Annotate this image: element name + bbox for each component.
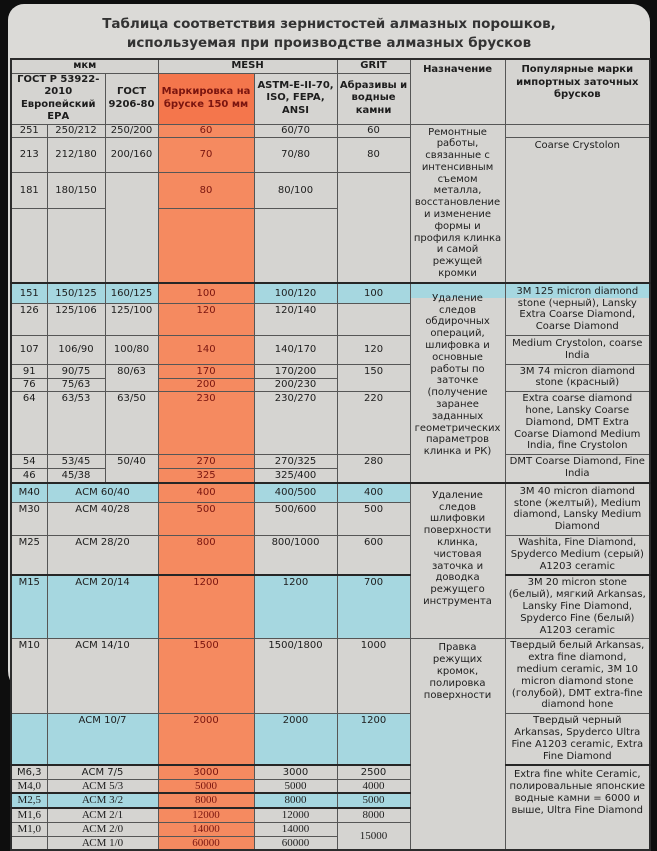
brands-cell: 3М 40 micron diamond stone (желтый), Medium diamond, Lansky Medium Diamond (505, 483, 650, 536)
brands-cell: Coarse Crystolon (505, 137, 650, 283)
um-gost-r-cell (11, 836, 47, 850)
um-gost-r-cell: 46 (11, 469, 47, 483)
mesh-marking-cell: 230 (158, 392, 254, 455)
mesh-marking-cell: 60 (158, 124, 254, 137)
um-gost-r-cell: 91 (11, 364, 47, 379)
mesh-marking-cell: 325 (158, 469, 254, 483)
astm-header: ASTM-E-II-70, ISO, FEPA, ANSI (254, 73, 337, 124)
astm-cell: 140/170 (254, 336, 337, 365)
table-row-highlighted (11, 575, 650, 638)
grit-cell: 280 (337, 455, 410, 483)
um-gost-r-cell: 76 (11, 379, 47, 392)
marking-header: Маркировка на бруске 150 мм (158, 73, 254, 124)
um-epa-cell: 63/53 (47, 392, 105, 455)
table-row-highlighted (11, 283, 650, 304)
um-header: мкм (11, 59, 158, 73)
mesh-marking-cell: 60000 (158, 836, 254, 850)
grit-cell: 700 (337, 575, 410, 638)
grit-correspondence-table (10, 58, 651, 851)
asm-cell: АСМ 20/14 (47, 575, 158, 638)
um-epa-cell: 125/106 (47, 304, 105, 336)
astm-cell: 230/270 (254, 392, 337, 455)
asm-cell: АСМ 5/3 (47, 779, 158, 793)
mesh-marking-cell: 800 (158, 536, 254, 576)
astm-cell: 60/70 (254, 124, 337, 137)
um-gost-r-cell: М15 (11, 575, 47, 638)
mesh-marking-cell: 140 (158, 336, 254, 365)
um-gost-r-cell: М2,5 (11, 793, 47, 808)
astm-cell: 120/140 (254, 304, 337, 336)
table-row (11, 364, 650, 379)
mesh-marking-cell: 8000 (158, 793, 254, 808)
um-gost-r-cell (11, 714, 47, 766)
um-gost-cell: 63/50 (105, 392, 158, 455)
um-gost-r-cell: М6,3 (11, 765, 47, 779)
grit-cell: 1000 (337, 639, 410, 714)
mesh-marking-cell: 70 (158, 137, 254, 173)
mesh-marking-cell: 100 (158, 283, 254, 304)
asm-cell: АСМ 14/10 (47, 639, 158, 714)
asm-cell: АСМ 1/0 (47, 836, 158, 850)
table-row (11, 124, 650, 137)
um-gost-cell: 100/80 (105, 336, 158, 365)
astm-cell: 2000 (254, 714, 337, 766)
um-epa-cell: 180/150 (47, 173, 105, 209)
table-row (11, 336, 650, 365)
brands-cell: 3М 125 micron diamond stone (черный), Lansky Extra Coarse Diamond, Coarse Diamond (505, 283, 650, 336)
table-row (11, 639, 650, 714)
um-gost-r-cell: 107 (11, 336, 47, 365)
table-row (11, 455, 650, 469)
grit-header: GRIT (337, 59, 410, 73)
brands-cell: Extra fine white Ceramic, полировальные японские водные камни = 6000 и выше, Ultra Fine Diamond (505, 765, 650, 850)
um-epa-cell (47, 209, 105, 283)
grit-cell: 600 (337, 536, 410, 576)
gost-r-header: ГОСТ Р 53922-2010 Европейский ЕРА (11, 73, 105, 124)
brands-cell: Washita, Fine Diamond, Spyderco Medium (серый) А1203 ceramic (505, 536, 650, 576)
brands-cell (505, 124, 650, 137)
mesh-marking-cell: 2000 (158, 714, 254, 766)
astm-cell: 5000 (254, 779, 337, 793)
mesh-marking-cell: 1200 (158, 575, 254, 638)
astm-cell: 100/120 (254, 283, 337, 304)
um-gost-cell: 200/160 (105, 137, 158, 173)
brands-cell: DMT Coarse Diamond, Fine India (505, 455, 650, 483)
astm-cell: 60000 (254, 836, 337, 850)
um-epa-cell: 250/212 (47, 124, 105, 137)
brands-cell: Extra coarse diamond hone, Lansky Coarse Diamond, DMT Extra Coarse Diamond Medium India, fine Crystolon (505, 392, 650, 455)
grit-cell: 4000 (337, 779, 410, 793)
um-epa-cell: 212/180 (47, 137, 105, 173)
asm-cell: АСМ 10/7 (47, 714, 158, 766)
table-row (11, 392, 650, 455)
mesh-marking-cell: 170 (158, 364, 254, 379)
astm-cell: 1200 (254, 575, 337, 638)
table-row (11, 536, 650, 576)
um-gost-cell: 250/200 (105, 124, 158, 137)
um-epa-cell: 106/90 (47, 336, 105, 365)
abrasives-header: Абразивы и водные камни (337, 73, 410, 124)
mesh-marking-cell: 80 (158, 173, 254, 209)
astm-cell: 8000 (254, 793, 337, 808)
grit-cell: 8000 (337, 808, 410, 822)
grit-cell: 150 (337, 364, 410, 392)
table-title (8, 4, 650, 58)
mesh-marking-cell: 1500 (158, 639, 254, 714)
astm-cell: 400/500 (254, 483, 337, 502)
um-epa-cell: 75/63 (47, 379, 105, 392)
um-gost-r-cell: М4,0 (11, 779, 47, 793)
um-epa-cell: 45/38 (47, 469, 105, 483)
table-row-highlighted (11, 483, 650, 502)
asm-cell: АСМ 40/28 (47, 502, 158, 535)
asm-cell: АСМ 2/1 (47, 808, 158, 822)
astm-cell (254, 209, 337, 283)
um-gost-r-cell: М40 (11, 483, 47, 502)
astm-cell: 170/200 (254, 364, 337, 379)
header-row-1 (11, 59, 650, 73)
brands-cell: Medium Crystolon, coarse India (505, 336, 650, 365)
asm-cell: АСМ 2/0 (47, 822, 158, 836)
um-gost-cell: 80/63 (105, 364, 158, 392)
grit-cell: 2500 (337, 765, 410, 779)
um-gost-r-cell: М30 (11, 502, 47, 535)
grit-cell: 1200 (337, 714, 410, 766)
um-gost-r-cell: 213 (11, 137, 47, 173)
purpose-cell: Удаление следов шлифовки поверхности клинка, чистовая заточка и доводка режущего инструмента (410, 483, 505, 639)
mesh-marking-cell: 14000 (158, 822, 254, 836)
asm-cell: АСМ 60/40 (47, 483, 158, 502)
astm-cell: 800/1000 (254, 536, 337, 576)
grit-cell (337, 304, 410, 336)
um-epa-cell: 150/125 (47, 283, 105, 304)
astm-cell: 500/600 (254, 502, 337, 535)
purpose-cell: Удаление следов обдирочных операций, шлифовка и основные работы по заточке (получение заранее заданных геометрических параметров клинка и РК) (410, 283, 505, 483)
table-row (11, 765, 650, 779)
um-gost-r-cell: 64 (11, 392, 47, 455)
astm-cell: 270/325 (254, 455, 337, 469)
table-card (8, 4, 650, 849)
mesh-marking-cell (158, 209, 254, 283)
mesh-marking-cell: 120 (158, 304, 254, 336)
grit-cell: 400 (337, 483, 410, 502)
um-gost-cell (105, 173, 158, 283)
grit-cell: 100 (337, 283, 410, 304)
brands-header: Популярные марки импортных заточных брусков (505, 59, 650, 124)
mesh-marking-cell: 500 (158, 502, 254, 535)
um-gost-cell: 50/40 (105, 455, 158, 483)
brands-cell: 3М 74 micron diamond stone (красный) (505, 364, 650, 392)
asm-cell: АСМ 3/2 (47, 793, 158, 808)
grit-cell (337, 173, 410, 283)
grit-cell: 60 (337, 124, 410, 137)
table-row-highlighted (11, 714, 650, 766)
mesh-marking-cell: 3000 (158, 765, 254, 779)
mesh-marking-cell: 270 (158, 455, 254, 469)
astm-cell: 3000 (254, 765, 337, 779)
astm-cell: 200/230 (254, 379, 337, 392)
um-epa-cell: 53/45 (47, 455, 105, 469)
astm-cell: 1500/1800 (254, 639, 337, 714)
asm-cell: АСМ 7/5 (47, 765, 158, 779)
um-epa-cell: 90/75 (47, 364, 105, 379)
um-gost-r-cell (11, 209, 47, 283)
asm-cell: АСМ 28/20 (47, 536, 158, 576)
mesh-marking-cell: 12000 (158, 808, 254, 822)
um-gost-r-cell: М1,0 (11, 822, 47, 836)
purpose-cell: Правка режущих кромок, полировка поверхности (410, 639, 505, 851)
astm-cell: 14000 (254, 822, 337, 836)
um-gost-r-cell: 251 (11, 124, 47, 137)
mesh-marking-cell: 200 (158, 379, 254, 392)
grit-cell: 500 (337, 502, 410, 535)
um-gost-r-cell: М10 (11, 639, 47, 714)
astm-cell: 80/100 (254, 173, 337, 209)
astm-cell: 70/80 (254, 137, 337, 173)
grit-cell: 15000 (337, 822, 410, 850)
grit-cell: 5000 (337, 793, 410, 808)
brands-cell: 3М 20 micron stone (белый), мягкий Arkansas, Lansky Fine Diamond, Spyderco Fine (белый) А1203 ceramic (505, 575, 650, 638)
um-gost-r-cell: М1,6 (11, 808, 47, 822)
grit-cell: 120 (337, 336, 410, 365)
purpose-cell: Ремонтные работы, связанные с интенсивным съемом металла, восстановление и изменение формы и профиля клинка и самой режущей кромки (410, 124, 505, 283)
um-gost-cell: 125/100 (105, 304, 158, 336)
grit-cell: 220 (337, 392, 410, 455)
title-line1: Таблица соответствия зернистостей алмазных порошков, (102, 16, 556, 32)
um-gost-cell: 160/125 (105, 283, 158, 304)
brands-cell: Твердый белый Arkansas, extra fine diamond, medium ceramic, 3М 10 micron diamond stone (голубой), DMT extra-fine diamond hone (505, 639, 650, 714)
um-gost-r-cell: 54 (11, 455, 47, 469)
grit-cell: 80 (337, 137, 410, 173)
table-row (11, 137, 650, 173)
um-gost-r-cell: 126 (11, 304, 47, 336)
purpose-header: Назначение (410, 59, 505, 124)
mesh-header: MESH (158, 59, 337, 73)
astm-cell: 12000 (254, 808, 337, 822)
um-gost-r-cell: 181 (11, 173, 47, 209)
mesh-marking-cell: 400 (158, 483, 254, 502)
um-gost-r-cell: М25 (11, 536, 47, 576)
brands-cell: Твердый черный Arkansas, Spyderco Ultra Fine А1203 ceramic, Extra Fine Diamond (505, 714, 650, 766)
title-line2: используемая при производстве алмазных брусков (126, 35, 532, 51)
gost-header: ГОСТ 9206-80 (105, 73, 158, 124)
astm-cell: 325/400 (254, 469, 337, 483)
um-gost-r-cell: 151 (11, 283, 47, 304)
mesh-marking-cell: 5000 (158, 779, 254, 793)
